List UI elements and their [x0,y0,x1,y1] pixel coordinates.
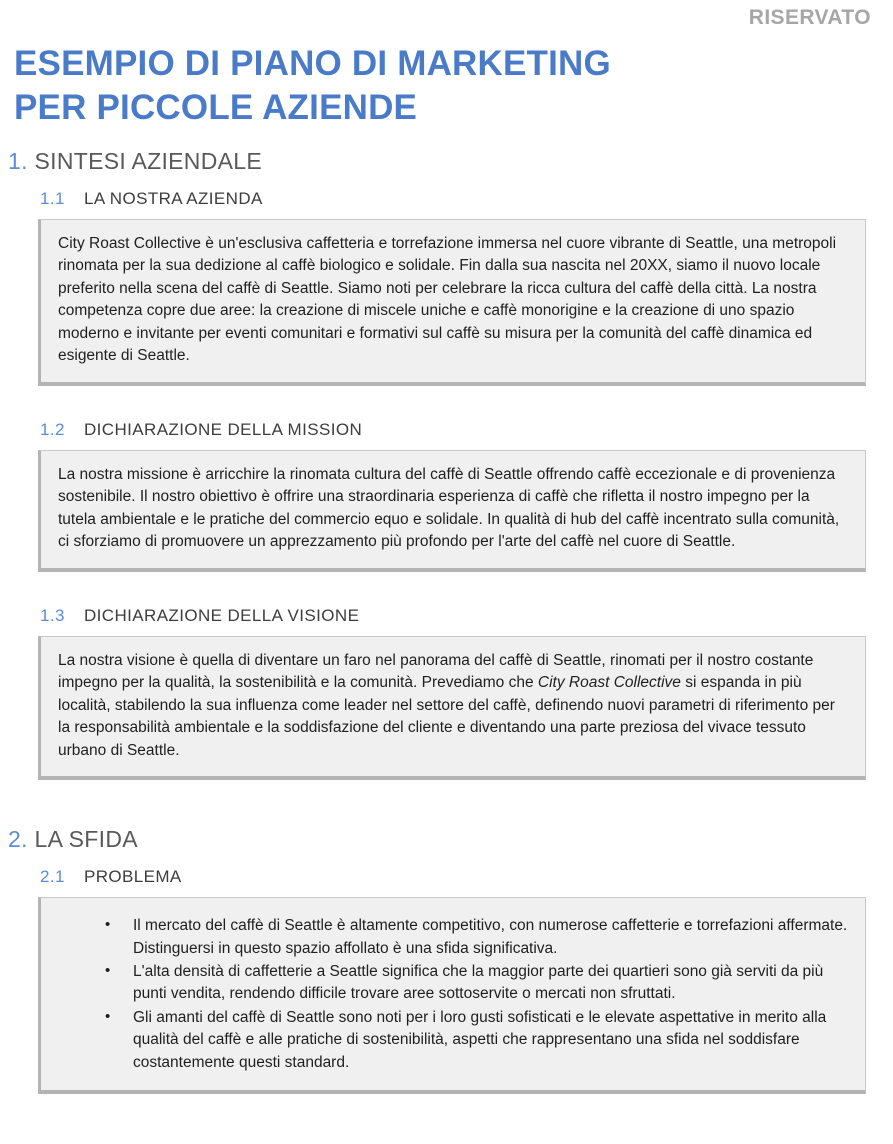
list-item: • Il mercato del caffè di Seattle è altamente competitivo, con numerose caffetterie e torrefazioni affermate. Distinguersi in questo spazio affollato è una sfida significativa. [105,915,849,960]
list-item: • Gli amanti del caffè di Seattle sono noti per i loro gusti sofisticati e le elevate aspettative in merito alla qualità del caffè e alle pratiche di sostenibilità, aspetti che rappresentano una sfida nel soddisfare costantemente questi standard. [105,1007,849,1074]
vision-text-part-2: si espanda in più località, stabilendo la sua influenza come leader nel settore del caffè, definendo nuovi parametri di riferimento per la responsabilità ambientale e la soddisfazione del cliente e diventando una parte preziosa del vivace tessuto urbano di Seattle. [58,674,835,759]
subsection-number-1-1: 1.1 [40,189,65,208]
paragraph-vision [58,650,849,762]
problem-bullet-list [58,915,849,1074]
content-box-1-3 [38,636,866,780]
content-box-1-2 [38,450,866,572]
content-box-1-1 [38,219,866,386]
subsection-number-1-2: 1.2 [40,419,65,439]
section-title-2: LA SFIDA [34,826,138,853]
subsection-title-1-1: LA NOSTRA AZIENDA [84,189,263,208]
subsection-title-2-1: PROBLEMA [84,867,182,887]
subsection-heading-1-3 [0,606,893,626]
spacer [0,780,893,826]
subsection-heading-2-1 [0,867,893,887]
section-title-1: SINTESI AZIENDALE [34,148,262,174]
paragraph-our-company: City Roast Collective è un'esclusiva caffetteria e torrefazione immersa nel cuore vibrante di Seattle, una metropoli rinomata per la sua dedizione al caffè biologico e solidale. Fin dalla sua nascita nel 20XX, siamo il nuovo locale preferito nella scena del caffè di Seattle. Siamo noti per celebrare la ricca cultura del caffè della città. La nostra competenza copre due aree: la creazione di miscele uniche e caffè monorigine e la creazione di uno spazio moderno e invitante per eventi comunitari e formativi sul caffè su misura per la comunità del caffè dinamica ed esigente di Seattle. [58,235,837,365]
confidential-label: RISERVATO [748,6,871,29]
paragraph-mission: La nostra missione è arricchire la rinomata cultura del caffè di Seattle offrendo caffè eccezionale e di provenienza sostenibile. Il nostro obiettivo è offrire una straordinaria esperienza di caffè che rifletta il nostro impegno per la tutela ambientale e le pratiche del commercio equo e solidale. In qualità di hub del caffè incentrato sulla comunità, ci sforziamo di promuovere un apprezzamento più profondo per l'arte del caffè nel cuore di Seattle. [58,465,840,551]
page-title-line-1: ESEMPIO DI PIANO DI MARKETING [14,44,611,83]
subsection-title-1-2: DICHIARAZIONE DELLA MISSION [84,419,363,439]
vision-text-part-1: La nostra visione è quella di diventare un faro nel panorama del caffè di Seattle, rinomati per il nostro costante impegno per la qualità, la sostenibilità e la comunità. Prevediamo che [58,651,814,692]
page-title-line-2: PER PICCOLE AZIENDE [14,87,418,127]
list-item: • L'alta densità di caffetterie a Seattle significa che la maggior parte dei quartieri sono già serviti da più punti vendita, rendendo difficile trovare aree sottoservite o mercati non sfruttati. [105,961,849,1006]
subsection-number-2-1: 2.1 [40,867,65,887]
subsection-heading-1-2 [0,420,893,440]
page-title [14,42,854,130]
spacer [0,386,893,420]
section-heading-1 [0,148,893,175]
section-heading-2 [0,826,893,853]
subsection-heading-1-1 [0,189,893,209]
section-number-2: 2. [8,826,28,853]
document-content [0,148,893,1094]
subsection-title-1-3: DICHIARAZIONE DELLA VISIONE [84,605,360,625]
subsection-number-1-3: 1.3 [40,605,65,625]
spacer [0,572,893,606]
section-number-1: 1. [8,148,28,174]
content-box-2-1 [38,897,866,1094]
vision-company-name: City Roast Collective [537,674,681,692]
